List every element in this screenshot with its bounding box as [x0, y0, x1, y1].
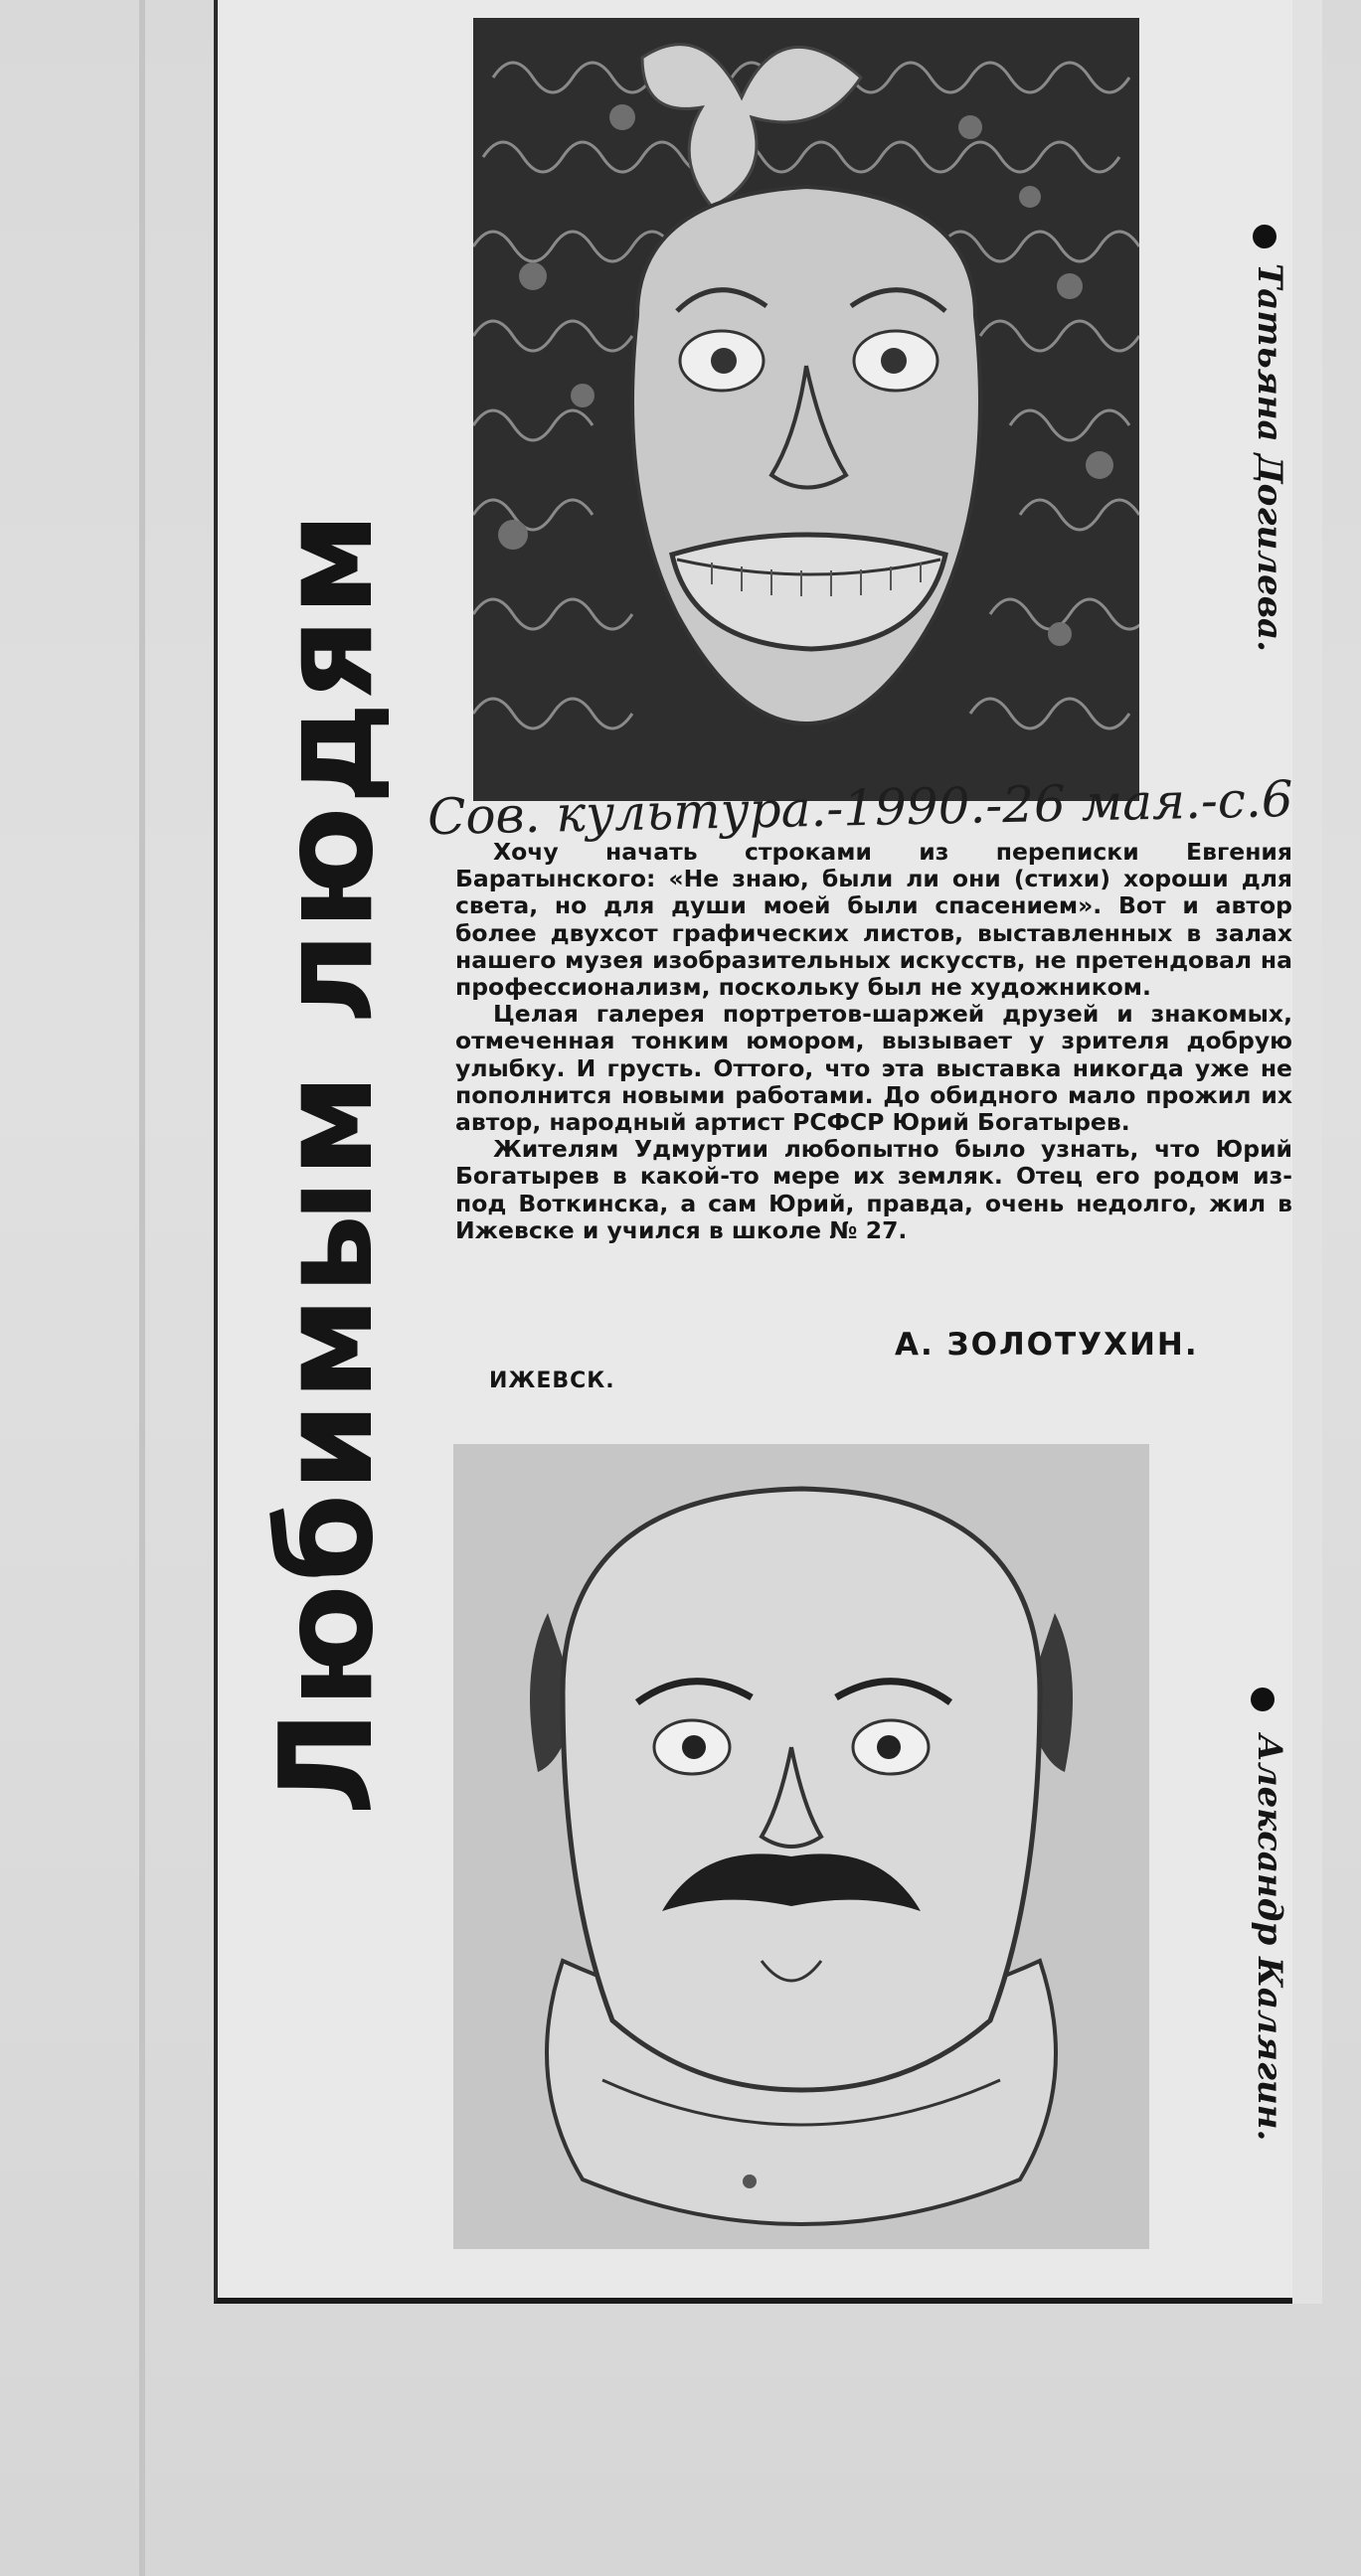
caption-bottom: Александр Калягин.	[1250, 1734, 1289, 2142]
headline-container	[249, 358, 408, 1968]
caricature-top-drawing	[473, 18, 1139, 801]
caricature-bottom-drawing	[453, 1444, 1149, 2249]
article-paragraph: Целая галерея портретов-шаржей друзей и знакомых, отмеченная тонким юмором, вызывает у зрителя добрую улыбку. И грусть. Оттого, что эта выставка никогда уже не пополнится новыми работами. До обидного мало прожил их автор, народный артист РСФСР Юрий Богатырев.	[455, 1000, 1292, 1137]
dateline-city: ИЖЕВСК.	[489, 1368, 615, 1393]
author-signature: А. ЗОЛОТУХИН.	[895, 1327, 1199, 1363]
article-body	[455, 839, 1292, 1244]
article-paragraph: Хочу начать строками из переписки Евгения Баратынского: «Не знаю, были ли они (стихи) хороши для света, но для души моей были спасением». Вот и автор более двухсот графических листов, выставленных в залах нашего музея изобразительных искусств, не претендовал на профессионализм, поскольку был не художником.	[455, 838, 1292, 1002]
paper-edge	[139, 0, 145, 2576]
clipping-margin	[1292, 0, 1322, 2304]
article-paragraph: Жителям Удмуртии любопытно было узнать, что Юрий Богатырев в какой-то мере их земляк. Отец его родом из-под Воткинска, а сам Юрий, правда, очень недолго, жил в Ижевске и учился в школе № 27.	[455, 1135, 1292, 1244]
caption-top: Татьяна Догилева.	[1250, 263, 1289, 652]
handwritten-source-note: Сов. культура.-1990.-26 мая.-с.6	[426, 769, 1294, 847]
caricature-bottom	[453, 1444, 1149, 2249]
headline: Любимым людям	[254, 510, 402, 1816]
caption-bullet	[1251, 1688, 1275, 1711]
caption-bullet	[1253, 225, 1276, 248]
caricature-top	[473, 18, 1139, 801]
